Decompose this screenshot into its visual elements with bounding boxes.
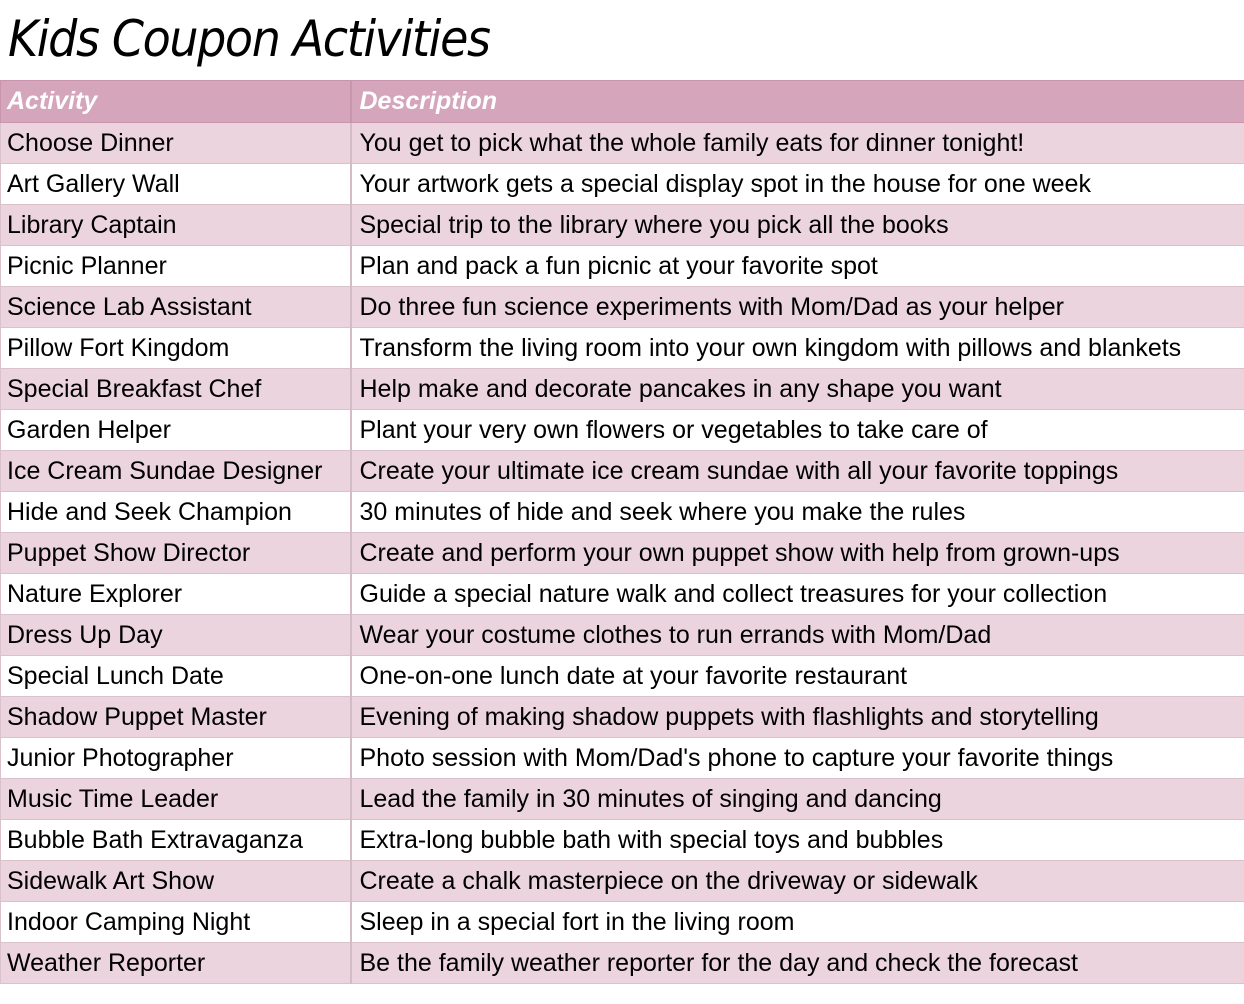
table-row xyxy=(1,328,1244,369)
table-row xyxy=(1,779,1244,820)
activity-cell[interactable]: Picnic Planner xyxy=(1,246,351,287)
activity-cell[interactable]: Puppet Show Director xyxy=(1,533,351,574)
activity-cell[interactable]: Pillow Fort Kingdom xyxy=(1,328,351,369)
table-row xyxy=(1,123,1244,164)
table-row xyxy=(1,369,1244,410)
description-cell[interactable]: Create your ultimate ice cream sundae with all your favorite toppings xyxy=(351,451,1244,492)
table-row xyxy=(1,533,1244,574)
header-row xyxy=(1,81,1244,123)
activity-cell[interactable]: Science Lab Assistant xyxy=(1,287,351,328)
activities-table xyxy=(0,80,1244,984)
table-row xyxy=(1,574,1244,615)
description-cell[interactable]: One-on-one lunch date at your favorite restaurant xyxy=(351,656,1244,697)
activity-cell[interactable]: Special Breakfast Chef xyxy=(1,369,351,410)
activity-cell[interactable]: Nature Explorer xyxy=(1,574,351,615)
table-row xyxy=(1,615,1244,656)
activity-cell[interactable]: Weather Reporter xyxy=(1,943,351,984)
table-row xyxy=(1,738,1244,779)
description-cell[interactable]: Transform the living room into your own kingdom with pillows and blankets xyxy=(351,328,1244,369)
activity-cell[interactable]: Art Gallery Wall xyxy=(1,164,351,205)
activity-cell[interactable]: Bubble Bath Extravaganza xyxy=(1,820,351,861)
table-row xyxy=(1,861,1244,902)
page-title: Kids Coupon Activities xyxy=(8,10,490,68)
table-row xyxy=(1,205,1244,246)
table-row xyxy=(1,410,1244,451)
activity-cell[interactable]: Music Time Leader xyxy=(1,779,351,820)
activity-cell[interactable]: Sidewalk Art Show xyxy=(1,861,351,902)
description-cell[interactable]: 30 minutes of hide and seek where you make the rules xyxy=(351,492,1244,533)
description-cell[interactable]: Lead the family in 30 minutes of singing and dancing xyxy=(351,779,1244,820)
activity-cell[interactable]: Hide and Seek Champion xyxy=(1,492,351,533)
description-cell[interactable]: Create a chalk masterpiece on the driveway or sidewalk xyxy=(351,861,1244,902)
description-cell[interactable]: You get to pick what the whole family eats for dinner tonight! xyxy=(351,123,1244,164)
description-cell[interactable]: Plan and pack a fun picnic at your favorite spot xyxy=(351,246,1244,287)
table-row xyxy=(1,902,1244,943)
description-cell[interactable]: Guide a special nature walk and collect treasures for your collection xyxy=(351,574,1244,615)
description-cell[interactable]: Photo session with Mom/Dad's phone to capture your favorite things xyxy=(351,738,1244,779)
column-header-description[interactable]: Description xyxy=(351,81,1244,123)
table-body xyxy=(1,123,1244,984)
activity-cell[interactable]: Dress Up Day xyxy=(1,615,351,656)
description-cell[interactable]: Help make and decorate pancakes in any shape you want xyxy=(351,369,1244,410)
activity-cell[interactable]: Shadow Puppet Master xyxy=(1,697,351,738)
description-cell[interactable]: Do three fun science experiments with Mom/Dad as your helper xyxy=(351,287,1244,328)
activity-cell[interactable]: Ice Cream Sundae Designer xyxy=(1,451,351,492)
table-row xyxy=(1,164,1244,205)
table-row xyxy=(1,492,1244,533)
title-bar xyxy=(0,0,1244,80)
activity-cell[interactable]: Junior Photographer xyxy=(1,738,351,779)
activity-cell[interactable]: Indoor Camping Night xyxy=(1,902,351,943)
description-cell[interactable]: Be the family weather reporter for the day and check the forecast xyxy=(351,943,1244,984)
table-row xyxy=(1,656,1244,697)
table-row xyxy=(1,943,1244,984)
table-row xyxy=(1,246,1244,287)
description-cell[interactable]: Your artwork gets a special display spot in the house for one week xyxy=(351,164,1244,205)
table-row xyxy=(1,451,1244,492)
description-cell[interactable]: Plant your very own flowers or vegetables to take care of xyxy=(351,410,1244,451)
activity-cell[interactable]: Special Lunch Date xyxy=(1,656,351,697)
table-row xyxy=(1,697,1244,738)
description-cell[interactable]: Sleep in a special fort in the living room xyxy=(351,902,1244,943)
description-cell[interactable]: Evening of making shadow puppets with flashlights and storytelling xyxy=(351,697,1244,738)
column-header-activity[interactable]: Activity xyxy=(1,81,351,123)
description-cell[interactable]: Create and perform your own puppet show with help from grown-ups xyxy=(351,533,1244,574)
description-cell[interactable]: Wear your costume clothes to run errands with Mom/Dad xyxy=(351,615,1244,656)
table-row xyxy=(1,287,1244,328)
description-cell[interactable]: Extra-long bubble bath with special toys and bubbles xyxy=(351,820,1244,861)
activity-cell[interactable]: Library Captain xyxy=(1,205,351,246)
description-cell[interactable]: Special trip to the library where you pick all the books xyxy=(351,205,1244,246)
table-row xyxy=(1,820,1244,861)
activity-cell[interactable]: Choose Dinner xyxy=(1,123,351,164)
activity-cell[interactable]: Garden Helper xyxy=(1,410,351,451)
